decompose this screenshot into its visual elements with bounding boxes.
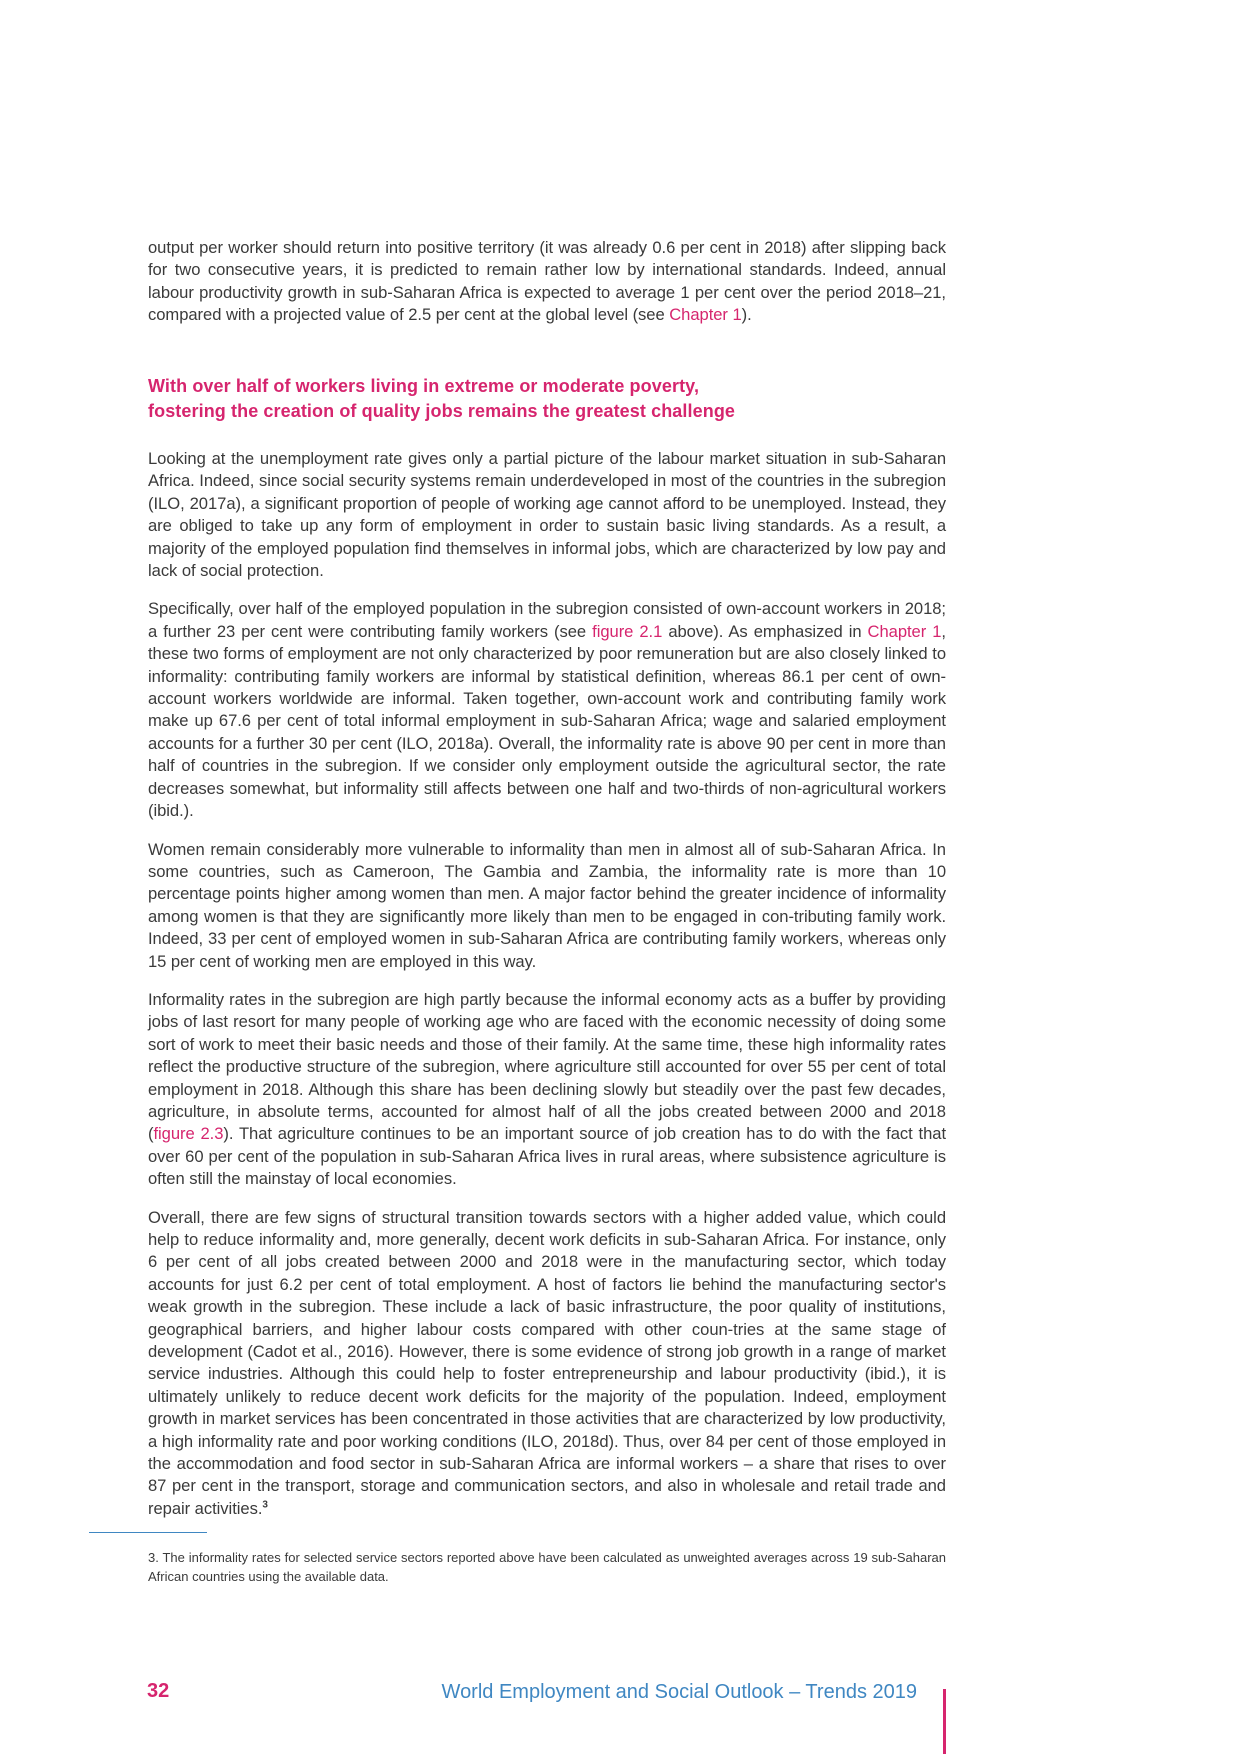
paragraph-text: above). As emphasized in	[662, 621, 868, 641]
section-heading-line-1: With over half of workers living in extreme or moderate poverty,	[148, 376, 700, 396]
paragraph-unemployment: Looking at the unemployment rate gives only a partial picture of the labour market situation in sub-Saharan Africa. Indeed, since social security systems remain underdeveloped in most of the countries in the subregion (ILO, 2017a), a significant proportion of people of working age cannot afford to be unemployed. Instead, they are obliged to take up any form of employment in order to sustain basic living standards. As a result, a majority of the employed population find themselves in informal jobs, which are characterized by low pay and lack of social protection.	[148, 449, 946, 581]
footer-accent-bar	[943, 1689, 946, 1754]
figure-2-1-link[interactable]: figure 2.1	[592, 621, 663, 641]
paragraph-text: , these two forms of employment are not only characterized by poor remuneration but are also closely linked to informality: contributing family workers are informal by statistical definition, whereas 86.1 per cent of own-account workers worldwide are informal. Taken together, own-account work and contributing family work make up 67.6 per cent of total informal employment in sub-Saharan Africa; wage and salaried employment accounts for a further 30 per cent (ILO, 2018a). Overall, the informality rate is above 90 per cent in more than half of countries in the subregion. If we consider only employment outside the agricultural sector, the rate decreases somewhat, but informality still affects between one half and two-thirds of non-agricultural workers (ibid.).	[148, 621, 946, 821]
chapter-1-link[interactable]: Chapter 1	[867, 621, 942, 641]
footnote-marker[interactable]: 3	[262, 1499, 268, 1511]
body-text	[148, 448, 946, 1536]
section-heading	[148, 374, 946, 424]
paragraph-structural-transition	[148, 1207, 946, 1521]
chapter-1-link[interactable]: Chapter 1	[669, 305, 742, 325]
intro-paragraph	[148, 237, 946, 327]
section-heading-line-2: fostering the creation of quality jobs remains the greatest challenge	[148, 401, 736, 421]
intro-paragraph-block	[148, 237, 946, 327]
footnote-divider	[89, 1532, 207, 1533]
paragraph-women: Women remain considerably more vulnerable to informality than men in almost all of sub-Saharan Africa. In some countries, such as Cameroon, The Gambia and Zambia, the informality rate is more than 10 percentage points higher among women than men. A major factor behind the greater incidence of informality among women is that they are significantly more likely than men to be engaged in con-tributing family work. Indeed, 33 per cent of employed women in sub-Saharan Africa are contributing family workers, whereas only 15 per cent of working men are employed in this way.	[148, 839, 946, 971]
paragraph-informality-rates	[148, 989, 946, 1191]
paragraph-text: ). That agriculture continues to be an important source of job creation has to do with the fact that over 60 per cent of the population in sub-Saharan Africa lives in rural areas, where subsistence agriculture is often still the mainstay of local economies.	[148, 1124, 947, 1189]
figure-2-3-link[interactable]: figure 2.3	[153, 1124, 224, 1144]
intro-text: output per worker should return into positive territory (it was already 0.6 per cent in 2018) after slipping back for two consecutive years, it is predicted to remain rather low by international standards. Indeed, annual labour productivity growth in sub-Saharan Africa is expected to average 1 per cent over the period 2018–21, compared with a projected value of 2.5 per cent at the global level (see	[148, 238, 946, 325]
running-title: World Employment and Social Outlook – Trends 2019	[441, 1681, 917, 1703]
paragraph-text: Informality rates in the subregion are high partly because the informal economy acts as a buffer by providing jobs of last resort for many people of working age who are faced with the economic necessity of doing some sort of work to meet their basic needs and those of their family. At the same time, these high informality rates reflect the productive structure of the subregion, where agriculture still accounted for over 55 per cent of total employment in 2018. Although this share has been declining slowly but steadily over the past few decades, agriculture, in absolute terms, accounted for almost half of all the jobs created between 2000 and 2018 (	[148, 989, 946, 1144]
footnote: 3. The informality rates for selected service sectors reported above have been calculated as unweighted averages across 19 sub-Saharan African countries using the available data.	[148, 1550, 946, 1584]
paragraph-text: Overall, there are few signs of structural transition towards sectors with a higher added value, which could help to reduce informality and, more generally, decent work deficits in sub-Saharan Africa. For instance, only 6 per cent of all jobs created between 2000 and 2018 were in the manufacturing sector, which today accounts for just 6.2 per cent of total employment. A host of factors lie behind the manufacturing sector's weak growth in the subregion. These include a lack of basic infrastructure, the poor quality of institutions, geographical barriers, and higher labour costs compared with other coun-tries at the same stage of development (Cadot et al., 2016). However, there is some evidence of strong job growth in a range of market service industries. Although this could help to foster entrepreneurship and labour productivity (ibid.), it is ultimately unlikely to reduce decent work deficits for the majority of the population. Indeed, employment growth in market services has been concentrated in those activities that are characterized by low productivity, a high informality rate and poor working conditions (ILO, 2018d). Thus, over 84 per cent of those employed in the accommodation and food sector in sub-Saharan Africa are informal workers – a share that rises to over 87 per cent in the transport, storage and communication sectors, and also in wholesale and retail trade and repair activities.	[148, 1207, 946, 1518]
intro-text-end: ).	[741, 305, 752, 325]
paragraph-text: Specifically, over half of the employed population in the subregion consisted of own-account workers in 2018; a further 23 per cent were contributing family workers (see	[148, 599, 946, 641]
page-number: 32	[147, 1680, 170, 1702]
paragraph-own-account	[148, 598, 946, 822]
